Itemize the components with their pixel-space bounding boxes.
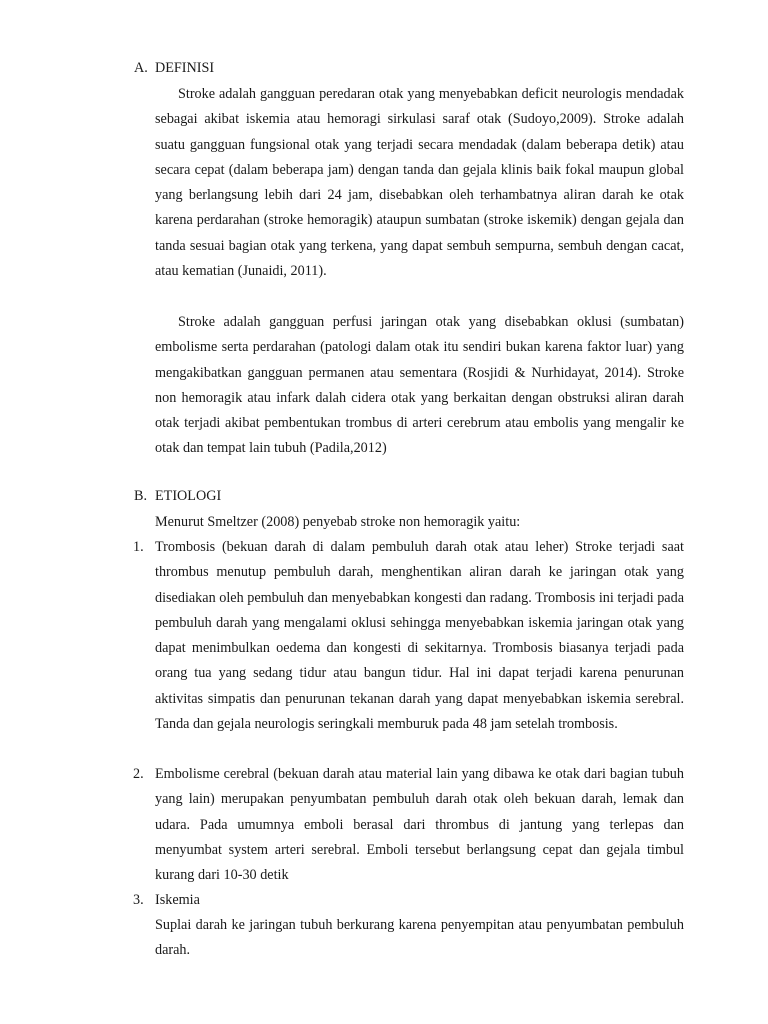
- etiologi-intro: Menurut Smeltzer (2008) penyebab stroke non hemoragik yaitu:: [155, 514, 521, 530]
- section-b-letter: B.: [134, 488, 148, 504]
- section-a-heading: [134, 58, 214, 78]
- definisi-paragraph-1: Stroke adalah gangguan peredaran otak yang menyebabkan deficit neurologis mendadak sebagai akibat iskemia atau hemoragi sirkulasi saraf otak (Sudoyo,2009). Stroke adalah suatu gangguan fungsional otak yang terjadi secara mendadak (dalam beberapa detik) atau secara cepat (dalam beberapa jam) dengan tanda dan gejala klinis baik fokal maupun global yang berlangsung lebih dari 24 jam, disebabkan oleh terhambatnya aliran darah ke otak karena perdarahan (stroke hemoragik) ataupun sumbatan (stroke iskemik) dengan gejala dan tanda sesuai bagian otak yang terkena, yang dapat sembuh sempurna, sembuh dengan cacat, atau kematian (Junaidi, 2011).: [155, 86, 684, 280]
- list-item-number: 2.: [133, 766, 144, 782]
- list-item-text: Embolisme cerebral (bekuan darah atau material lain yang dibawa ke otak dari bagian tubuh yang lain) merupakan penyumbatan pembuluh darah otak oleh bekuan darah, lemak dan udara. Pada umumnya emboli berasal dari thrombus di jantung yang terlepas dan menyumbat system arteri serebral. Emboli tersebut berlangsung cepat dan gejala timbul kurang dari 10-30 detik: [155, 766, 684, 884]
- list-item-text: Suplai darah ke jaringan tubuh berkurang karena penyempitan atau penyumbatan pembuluh darah.: [155, 917, 684, 959]
- list-item-title: Iskemia: [155, 892, 200, 908]
- list-item-number: 1.: [133, 539, 144, 555]
- section-a-title: DEFINISI: [155, 60, 215, 76]
- section-b-title: ETIOLOGI: [155, 488, 222, 504]
- list-item-number: 3.: [133, 892, 144, 908]
- list-item-text: Trombosis (bekuan darah di dalam pembuluh darah otak atau leher) Stroke terjadi saat thrombus menutup pembuluh darah, menghentikan aliran darah ke jaringan otak yang disediakan oleh pembuluh dan menyebabkan kongesti dan radang. Trombosis ini terjadi pada pembuluh darah yang mengalami oklusi sehingga menyebabkan iskemia jaringan otak yang dapat menimbulkan oedema dan kongesti di sekitarnya. Trombosis biasanya terjadi pada orang tua yang sedang tidur atau bangun tidur. Hal ini dapat terjadi karena penurunan aktivitas simpatis dan penurunan tekanan darah yang dapat menyebabkan iskemia serebral. Tanda dan gejala neurologis seringkali memburuk pada 48 jam setelah trombosis.: [155, 539, 684, 733]
- section-b-heading: [134, 486, 221, 506]
- section-a-letter: A.: [134, 60, 148, 76]
- definisi-paragraph-2: Stroke adalah gangguan perfusi jaringan otak yang disebabkan oklusi (sumbatan) embolisme serta perdarahan (patologi dalam otak itu sendiri bukan karena faktor luar) yang mengakibatkan gangguan permanen atau sementara (Rosjidi & Nurhidayat, 2014). Stroke non hemoragik atau infark dalah cidera otak yang berkaitan dengan obstruksi aliran darah otak terjadi akibat pembentukan trombus di arteri cerebrum atau embolis yang mengalir ke otak dan tempat lain tubuh (Padila,2012): [155, 314, 684, 457]
